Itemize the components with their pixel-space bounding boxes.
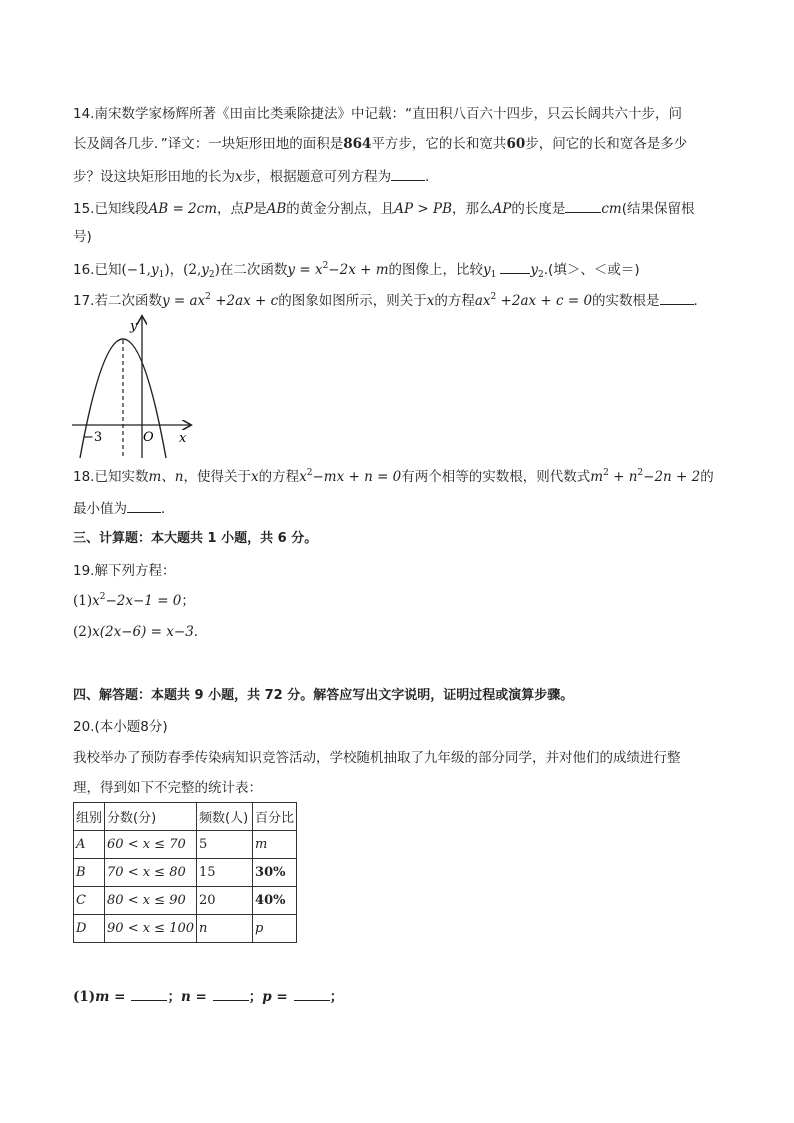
q19-text: ； (181, 593, 195, 609)
table-header-row (74, 803, 297, 831)
q14-sum-value: 60 (506, 136, 526, 152)
q14-text: 步，问它的长和宽各是多少 (525, 136, 688, 152)
q18-text: 的方程 (258, 469, 300, 485)
q16-line (73, 259, 640, 279)
q16-point-y: y (150, 262, 159, 278)
q20-sep: ； (248, 989, 263, 1005)
q19-text: ． (193, 624, 208, 640)
q20-n-label: n = (180, 989, 207, 1005)
q18-sup: 2 (306, 468, 313, 478)
q15-text: (结果保留根 (621, 201, 695, 217)
parabola-graph (72, 312, 197, 462)
q18-text: ． (161, 501, 175, 517)
q18-text: 最小值为 (73, 501, 127, 517)
x-axis-label: x (179, 431, 187, 446)
q18-eq: x (299, 469, 307, 485)
q18-answer-blank[interactable] (127, 498, 161, 513)
q14-line-3 (73, 166, 439, 186)
q18-expr: + n (608, 469, 638, 485)
q17-eq: ax (474, 293, 491, 309)
q14-text: 长及阔各几步．”译文：一块矩形田地的面积是 (73, 136, 344, 152)
q17-eq: +2ax + c = 0 (496, 293, 593, 309)
q14-answer-blank[interactable] (391, 166, 425, 181)
q19-eq: x(2x−6) = x−3 (92, 624, 194, 640)
q19-part-2 (73, 623, 207, 641)
q15-line-2: 号) (73, 229, 92, 245)
q15-var: AP (492, 201, 512, 217)
q17-text: ． (693, 293, 708, 309)
q17-func: y = ax (161, 293, 206, 309)
q16-sub: 2 (208, 270, 215, 280)
q18-var: x (250, 469, 259, 485)
q16-text: 在二次函数 (219, 262, 288, 278)
table-cell: m (253, 831, 297, 859)
q15-expr: AP > PB (394, 201, 452, 217)
q15-text: 是 (253, 201, 267, 217)
q16-func: −2x + m (328, 262, 389, 278)
q17-text: 的图象如图所示，则关于 (278, 293, 427, 309)
q18-line-2 (73, 498, 175, 518)
q14-text: ． (425, 169, 439, 185)
q19-sup: 2 (99, 592, 106, 602)
table-cell: 70 < x ≤ 80 (105, 859, 197, 887)
q18-text: 的 (700, 469, 714, 485)
q19-title: 19.解下列方程： (73, 563, 176, 579)
table-cell: A (74, 831, 105, 859)
q15-text: ，点 (217, 201, 244, 217)
q18-expr: −2n + 2 (643, 469, 701, 485)
q20-sub-label: (1) (73, 989, 96, 1005)
q16-func: y = x (287, 262, 323, 278)
q19-eq: x (92, 593, 100, 609)
q15-var: P (244, 201, 254, 217)
q19-label: (1) (73, 593, 93, 609)
q15-answer-blank[interactable] (565, 198, 601, 213)
q15-text: 15.已知线段 (73, 201, 149, 217)
section-3-title: 三、计算题：本大题共 1 小题，共 6 分。 (73, 531, 318, 546)
q20-m-label: m = (95, 989, 126, 1005)
origin-label: O (143, 430, 154, 445)
q14-text: 步，根据题意可列方程为 (242, 169, 392, 185)
section-4-title: 四、解答题：本题共 9 小题，共 72 分。解答应写出文字说明，证明过程或演算步骤。 (73, 688, 574, 703)
q17-answer-blank[interactable] (660, 290, 694, 305)
q20-sub-1 (73, 986, 343, 1006)
table-cell: 40% (253, 887, 297, 915)
table-cell: 15 (197, 859, 253, 887)
q20-line-2: 理，得到如下不完整的统计表： (73, 780, 262, 796)
table-cell: p (253, 915, 297, 943)
q16-point: (2, (183, 262, 202, 278)
q20-sep: ； (329, 989, 344, 1005)
q20-p-label: p = (262, 989, 288, 1005)
q20-m-blank[interactable] (131, 986, 167, 1001)
table-cell: 90 < x ≤ 100 (105, 915, 197, 943)
q17-line (73, 290, 707, 310)
q15-unit: cm (601, 201, 622, 217)
q16-sup: 2 (322, 261, 329, 271)
q14-variable: x (235, 169, 243, 185)
q18-text: ，使得关于 (183, 469, 251, 485)
q19-label: (2) (73, 624, 93, 640)
q16-y2: y (530, 262, 539, 278)
q20-line-1: 我校举办了预防春季传染病知识竞答活动，学校随机抽取了九年级的部分同学，并对他们的成绩进行整 (73, 750, 681, 766)
q18-sup: 2 (603, 468, 609, 478)
table-cell: n (197, 915, 253, 943)
q16-text: .(填＞、＜或＝) (543, 262, 640, 278)
q18-eq: −mx + n = 0 (312, 469, 402, 485)
q19-part-1 (73, 592, 195, 610)
q16-point: ) (164, 262, 170, 278)
table-cell: D (74, 915, 105, 943)
q18-line-1 (73, 468, 714, 486)
q17-sup: 2 (490, 292, 497, 302)
table-row (74, 915, 297, 943)
q20-n-blank[interactable] (213, 986, 249, 1001)
q14-line-2 (73, 135, 687, 153)
table-header-cell: 分数(分) (105, 803, 197, 831)
q16-point: (−1, (121, 262, 151, 278)
table-cell: B (74, 859, 105, 887)
stats-table (73, 802, 297, 943)
q15-text: 的长度是 (511, 201, 566, 217)
table-cell: C (74, 887, 105, 915)
q19-eq: −2x−1 = 0 (105, 593, 182, 609)
q16-sub: 2 (538, 270, 544, 280)
q18-text: 有两个相等的实数根，则代数式 (401, 469, 591, 485)
table-row (74, 859, 297, 887)
q17-sup: 2 (205, 292, 211, 302)
q18-text: 18.已知实数 (73, 469, 149, 485)
table-header-cell: 百分比 (253, 803, 297, 831)
table-row (74, 887, 297, 915)
q15-var: AB (266, 201, 287, 217)
q16-text: 16.已知 (73, 262, 122, 278)
q18-sup: 2 (637, 468, 644, 478)
table-cell: 30% (253, 859, 297, 887)
q16-point: ) (214, 262, 220, 278)
table-row (74, 831, 297, 859)
q16-answer-blank[interactable] (500, 259, 530, 274)
table-cell: 20 (197, 887, 253, 915)
table-header-cell: 频数(人) (197, 803, 253, 831)
q20-title: 20.(本小题8分) (73, 719, 168, 735)
table-cell: 5 (197, 831, 253, 859)
q16-text: 的图像上，比较 (388, 262, 484, 278)
q20-sep: ； (167, 989, 181, 1005)
q18-vars: m、n (148, 469, 184, 485)
table-cell: 60 < x ≤ 70 (105, 831, 197, 859)
q15-line-1 (73, 198, 695, 218)
q14-line-1: 14.南宋数学家杨辉所著《田亩比类乘除捷法》中记载：“直田积八百六十四步，只云长阔共六十步，问 (73, 106, 682, 122)
q20-p-blank[interactable] (294, 986, 330, 1001)
q16-point-y: y (201, 262, 209, 278)
q18-expr: m (590, 469, 604, 485)
q15-text: 的黄金分割点，且 (286, 201, 395, 217)
q17-text: 的实数根是 (592, 293, 660, 309)
table-cell: 80 < x ≤ 90 (105, 887, 197, 915)
q14-text: 步？设这块矩形田地的长为 (73, 169, 235, 185)
q17-var: x (426, 293, 435, 309)
q16-text: ， (169, 262, 184, 278)
table-header-cell: 组别 (74, 803, 105, 831)
q14-area-value: 864 (343, 136, 372, 152)
q16-sub: 1 (158, 270, 165, 280)
y-axis-label: y (130, 319, 138, 334)
q16-y1: y (483, 262, 491, 278)
q14-text: 平方步，它的长和宽共 (371, 136, 507, 152)
q16-sub: 1 (490, 270, 497, 280)
q17-text: 的方程 (434, 293, 475, 309)
q17-text: 17.若二次函数 (73, 293, 162, 309)
q17-func: +2ax + c (210, 293, 279, 309)
q15-text: ，那么 (452, 201, 493, 217)
q15-expr: AB = 2cm (148, 201, 217, 217)
tick-label-neg3: −3 (83, 430, 103, 445)
